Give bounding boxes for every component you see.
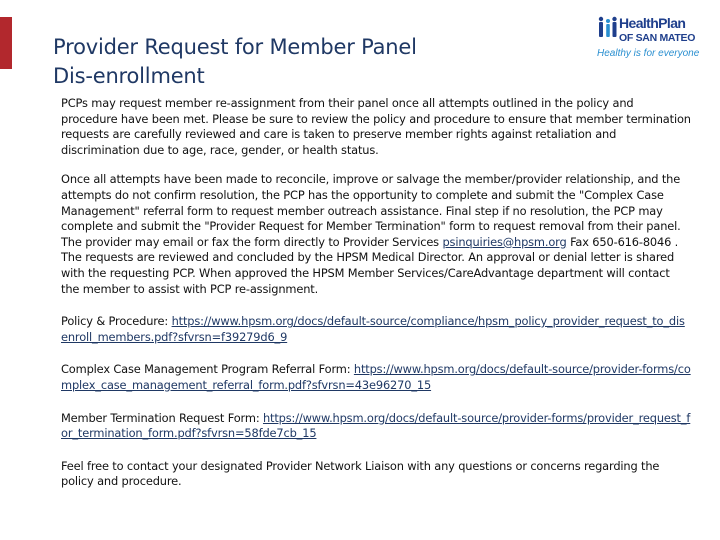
policy-link[interactable]: https://www.hpsm.org/docs/default-source/compliance/hpsm_policy_provider_request_to_disenroll_members.pdf?sfvrsn=f39279d6_9	[61, 314, 685, 344]
policy-label: Policy & Procedure:	[61, 314, 172, 329]
people-logo-icon	[597, 16, 619, 40]
page-title	[53, 33, 417, 91]
hpsm-logo	[597, 14, 700, 64]
policy-paragraph	[61, 314, 691, 345]
ccm-paragraph	[61, 362, 691, 393]
logo-tagline: Healthy is for everyone	[597, 48, 700, 59]
ccm-label: Complex Case Management Program Referral Form:	[61, 362, 354, 377]
termination-label: Member Termination Request Form:	[61, 410, 263, 425]
page-title-line2: Dis-enrollment	[53, 64, 205, 88]
provider-services-email-link[interactable]: psinquiries@hpsm.org	[442, 234, 567, 249]
page-title-line1: Provider Request for Member Panel	[53, 35, 417, 59]
accent-bar	[0, 17, 12, 69]
ccm-form-link[interactable]: https://www.hpsm.org/docs/default-source/provider-forms/complex_case_management_referral_form.pdf?sfvrsn=43e96270_15	[61, 362, 691, 392]
logo-name: HealthPlan	[619, 15, 686, 31]
intro-paragraph: PCPs may request member re-assignment from their panel once all attempts outlined in the policy and procedure have been met. Please be sure to review the policy and procedure to ensure that member termination requests are carefully reviewed and care is taken to preserve member rights against retaliation and discrimination due to age, race, gender, or health status.	[61, 96, 691, 157]
process-paragraph	[61, 172, 691, 297]
logo-subname: OF SAN MATEO	[619, 32, 696, 44]
process-text-1: Once all attempts have been made to reconcile, improve or salvage the member/provider relationship, and the attempts do not confirm resolution, the PCP has the opportunity to complete and submit the "Complex Case Management" referral form to request member outreach assistance. Final step if no resolution, the PCP may complete and submit the "Provider Request for Member Termination" form to request removal from their panel. The provider may email or fax the form directly to Provider Services	[61, 172, 681, 249]
closing-paragraph: Feel free to contact your designated Provider Network Liaison with any questions or concerns regarding the policy and procedure.	[61, 458, 660, 489]
body-content	[61, 96, 691, 504]
process-text-2: Fax 650-616-8046 . The requests are reviewed and concluded by the HPSM Medical Director. An approval or denial letter is shared with the requesting PCP. When approved the HPSM Member Services/CareAdvantage department will contact the member to assist with PCP re-assignment.	[61, 234, 679, 296]
termination-form-link[interactable]: https://www.hpsm.org/docs/default-source/provider-forms/provider_request_for_termination_form.pdf?sfvrsn=58fde7cb_15	[61, 410, 691, 441]
termination-paragraph	[61, 411, 691, 442]
